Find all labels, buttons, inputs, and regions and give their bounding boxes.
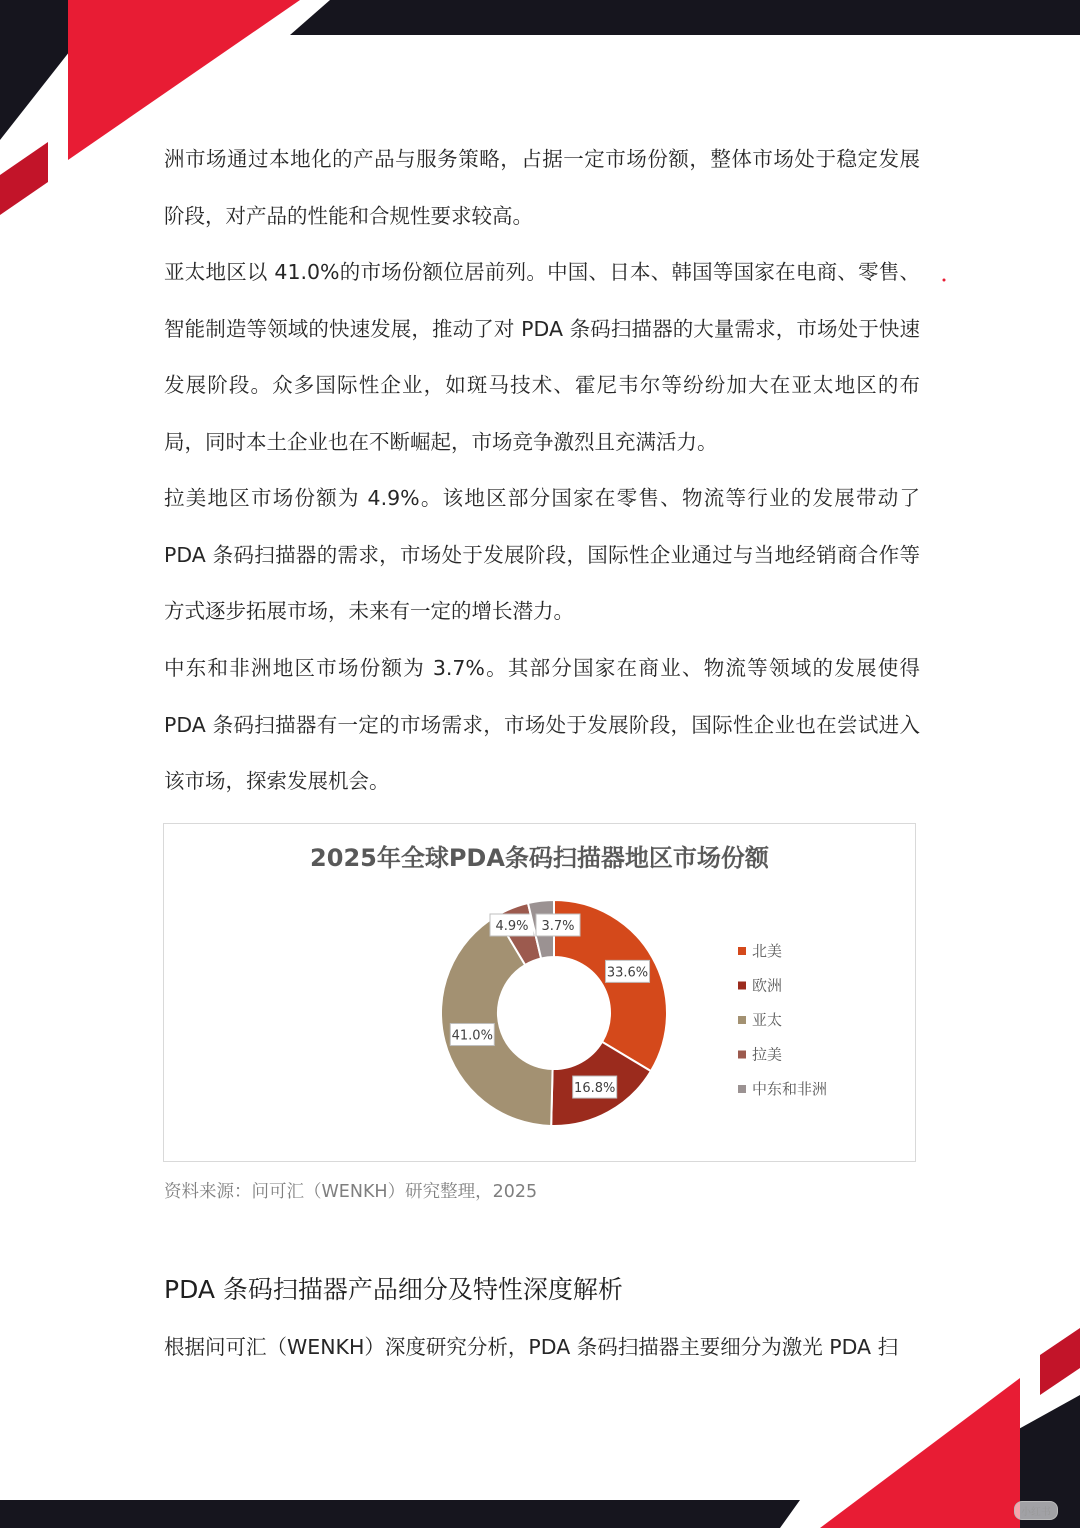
paragraph-europe-tail: 洲市场通过本地化的产品与服务策略，占据一定市场份额，整体市场处于稳定发展阶段，对产品的性能和合规性要求较高。 — [164, 147, 920, 228]
legend-label-1: 欧洲 — [752, 976, 783, 995]
legend-swatch-0 — [738, 947, 746, 955]
paragraph-segment-intro: 根据问可汇（WENKH）深度研究分析，PDA 条码扫描器主要细分为激光 PDA 扫 — [164, 1335, 899, 1359]
legend-label-3: 拉美 — [752, 1045, 783, 1064]
legend-swatch-2 — [738, 1016, 746, 1024]
svg-text:41.0%: 41.0% — [451, 1028, 493, 1044]
data-label-1 — [573, 1076, 617, 1098]
section-heading: PDA 条码扫描器产品细分及特性深度解析 — [164, 1275, 623, 1304]
data-label-3 — [490, 914, 534, 936]
red-dot — [943, 279, 946, 282]
svg-text:4.9%: 4.9% — [495, 919, 529, 934]
svg-text:3.7%: 3.7% — [541, 919, 575, 934]
svg-text:33.6%: 33.6% — [606, 965, 649, 981]
paragraph-middle-east-africa: 中东和非洲地区市场份额为 3.7%。其部分国家在商业、物流等领域的发展使得PDA 条码扫描器有一定的市场需求，市场处于发展阶段，国际性企业也在尝试进入该市场，探索发展机会。 — [164, 656, 920, 794]
legend-swatch-4 — [738, 1085, 746, 1093]
watermark-badge: 小红书 — [1014, 1501, 1058, 1520]
legend-label-4: 中东和非洲 — [752, 1080, 828, 1098]
legend-swatch-3 — [738, 1051, 746, 1059]
paragraph-latin-america: 拉美地区市场份额为 4.9%。该地区部分国家在零售、物流等行业的发展带动了PDA 条码扫描器的需求，市场处于发展阶段，国际性企业通过与当地经销商合作等方式逐步拓展市场，未来有一定的增长潜力。 — [164, 486, 920, 624]
right-red-shard — [1040, 1328, 1080, 1395]
bottom-dark-stripe — [0, 1500, 800, 1528]
top-dark-stripe — [290, 0, 1080, 35]
left-red-shard — [0, 142, 48, 215]
data-label-0 — [606, 960, 650, 982]
source-note: 资料来源：问可汇（WENKH）研究整理，2025 — [164, 1182, 538, 1202]
legend-label-2: 亚太 — [752, 1011, 783, 1029]
chart-container — [163, 823, 916, 1162]
donut-chart — [164, 824, 915, 1161]
data-label-4 — [536, 914, 580, 936]
paragraph-asia-pacific: 亚太地区以 41.0%的市场份额位居前列。中国、日本、韩国等国家在电商、零售、智能制造等领域的快速发展，推动了对 PDA 条码扫描器的大量需求，市场处于快速发展阶段。众多国际性企业，如斑马技术、霍尼韦尔等纷纷加大在亚太地区的布局，同时本土企业也在不断崛起，市场竞争激烈且充满活力。 — [164, 260, 920, 454]
legend-label-0: 北美 — [752, 942, 783, 960]
data-label-2 — [450, 1024, 494, 1046]
svg-text:16.8%: 16.8% — [574, 1081, 616, 1097]
chart-title: 2025年全球PDA条码扫描器地区市场份额 — [310, 844, 769, 872]
bottom-right-red-triangle — [820, 1378, 1020, 1528]
legend-swatch-1 — [738, 982, 746, 990]
